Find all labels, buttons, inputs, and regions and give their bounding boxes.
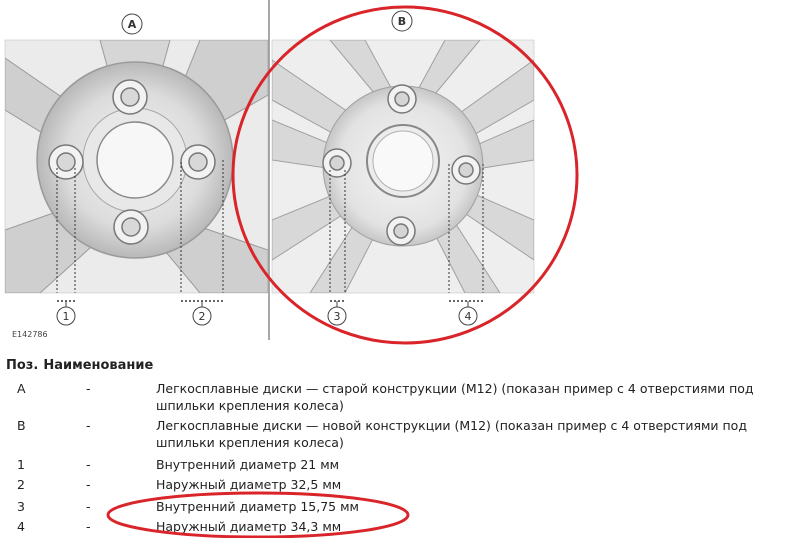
row-pos: 4 <box>17 519 25 534</box>
svg-text:2: 2 <box>198 310 206 323</box>
row-pos: A <box>17 381 26 396</box>
row-dash: - <box>86 418 91 433</box>
svg-text:3: 3 <box>333 310 341 323</box>
row-desc: Легкосплавные диски — новой конструкции (M12) (показан пример с 4 отверстиями под шпильки крепления колеса) <box>156 418 747 450</box>
wheel-b-illustration <box>272 40 534 300</box>
badge-a <box>122 14 142 34</box>
row-desc: Внутренний диаметр 21 мм <box>156 457 340 472</box>
badge-b <box>392 11 412 31</box>
header-name: Наименование <box>43 358 154 373</box>
figure-id: E142786 <box>12 330 48 339</box>
row-dash: - <box>86 519 91 534</box>
callout-4 <box>459 307 477 325</box>
row-desc: Легкосплавные диски — старой конструкции (M12) (показан пример с 4 отверстиями под шпильки крепления колеса) <box>156 381 754 413</box>
callout-3 <box>328 307 346 325</box>
svg-text:A: A <box>127 18 137 31</box>
svg-text:B: B <box>397 15 407 28</box>
table-header <box>6 358 153 373</box>
row-dash: - <box>86 499 91 514</box>
row-pos: B <box>17 418 26 433</box>
row-pos: 3 <box>17 499 25 514</box>
row-desc: Наружный диаметр 34,3 мм <box>156 519 342 534</box>
wheel-a-illustration <box>5 40 268 300</box>
row-dash: - <box>86 477 91 492</box>
callout-1 <box>57 307 75 325</box>
row-dash: - <box>86 457 91 472</box>
svg-text:1: 1 <box>62 310 70 323</box>
row-pos: 2 <box>17 477 25 492</box>
row-desc: Наружный диаметр 32,5 мм <box>156 477 342 492</box>
header-pos: Поз. <box>6 358 39 373</box>
row-dash: - <box>86 381 91 396</box>
svg-text:4: 4 <box>464 310 472 323</box>
row-pos: 1 <box>17 457 25 472</box>
row-desc: Внутренний диаметр 15,75 мм <box>156 499 359 514</box>
callout-2 <box>193 307 211 325</box>
